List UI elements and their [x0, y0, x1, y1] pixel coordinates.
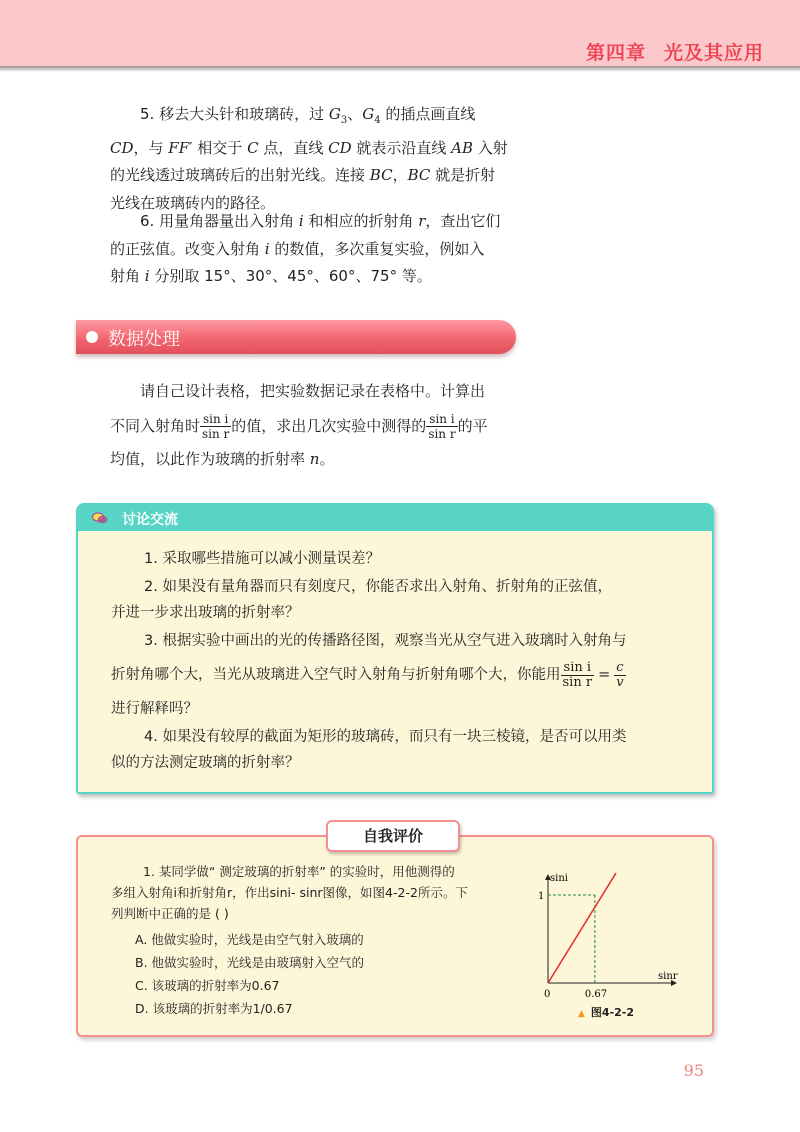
- chapter-title: [586, 38, 764, 65]
- sin-ratio-fraction: $\frac{\text{sin i}}{\text{sin r}}$: [202, 411, 230, 441]
- y-tick-label: 1: [538, 891, 545, 902]
- y-axis-label: sini: [550, 873, 568, 884]
- section-heading: [76, 320, 516, 354]
- sin-graph: [526, 865, 696, 1007]
- discussion-box: [76, 503, 714, 794]
- discussion-q3-cont: 折射角哪个大，当光从玻璃进入空气时入射角与折射角哪个大，你能用 $\frac{\text{sin i}}{\text{sin r}}$ = $\frac{c}{v}$: [111, 659, 624, 690]
- step-6: 6. 用量角器量出入射角 i 和相应的折射角 r，查出它们 的正弦值。改变入射角 i 的数值，多次重复实验，例如入 射角 i 分别取 15°、30°、45°、60°、75° 等。: [110, 212, 501, 285]
- discussion-q3-end: 进行解释吗？: [111, 701, 198, 717]
- option-d: D. 该玻璃的折射率为1/0.67: [135, 1001, 293, 1016]
- triangle-icon: ▲: [578, 1009, 585, 1019]
- x-tick-label: 0.67: [584, 989, 608, 1000]
- discussion-q4: 4. 如果没有较厚的截面为矩形的玻璃砖，而只有一块三棱镜，是否可以用类: [144, 729, 627, 745]
- discussion-q4-cont: 似的方法测定玻璃的折射率？: [111, 755, 300, 771]
- page-number: 95: [683, 1061, 704, 1080]
- discussion-q3: 3. 根据实验中画出的光的传播路径图，观察当光从空气进入玻璃时入射角与: [144, 633, 627, 649]
- self-evaluation-tab: 自我评价: [326, 820, 460, 852]
- figure-caption: ▲ 图4-2-2: [578, 1006, 635, 1019]
- discussion-header: [78, 505, 712, 531]
- discussion-q2: 2. 如果没有量角器而只有刻度尺，你能否求出入射角、折射角的正弦值，: [144, 579, 612, 595]
- discussion-icon: [92, 511, 108, 525]
- option-b: B. 他做实验时，光线是由玻璃射入空气的: [135, 955, 365, 970]
- discussion-q2-cont: 并进一步求出玻璃的折射率？: [111, 605, 300, 621]
- chapter-name: 光及其应用: [663, 42, 764, 64]
- origin-label: 0: [544, 989, 551, 1000]
- eval-question-line1: 1. 某同学做“ 测定玻璃的折射率” 的实验时，用他测得的: [143, 864, 455, 879]
- bullet-icon: [86, 331, 98, 343]
- discussion-title: 讨论交流: [122, 512, 178, 528]
- sin-ratio-fraction: $\frac{\text{sin i}}{\text{sin r}}$: [428, 411, 456, 441]
- discussion-q1: 1. 采取哪些措施可以减小测量误差？: [144, 551, 380, 567]
- step-5: 5. 移去大头针和玻璃砖，过 $G_3$、$G_4$ 的插点画直线 CD，与 FF′ 相交于 C 点，直线 CD 就表示沿直线 AB 入射 的光线透过玻璃砖后的出射光线。连接 BC，BC 就是折射 光线在玻璃砖内的路径。: [110, 105, 508, 212]
- chapter-number: 第四章: [585, 42, 646, 64]
- x-axis-label: sinr: [658, 971, 678, 982]
- option-a: A. 他做实验时，光线是由空气射入玻璃的: [135, 932, 364, 947]
- chapter-header: [0, 0, 800, 66]
- option-c: C. 该玻璃的折射率为0.67: [135, 978, 280, 993]
- eval-question-line3: 列判断中正确的是 ( ): [111, 906, 229, 921]
- c-over-v-fraction: $\frac{c}{v}$: [616, 659, 624, 690]
- data-line: [548, 873, 616, 983]
- sin-ratio-fraction: $\frac{\text{sin i}}{\text{sin r}}$: [562, 659, 593, 690]
- section-title: 数据处理: [108, 329, 180, 350]
- eval-question-line2: 多组入射角i和折射角r，作出sini- sinr图像，如图4-2-2所示。下: [111, 885, 468, 900]
- header-shadow: [0, 66, 800, 72]
- data-processing-text: 请自己设计表格，把实验数据记录在表格中。计算出 不同入射角时 $\frac{\text{sin i}}{\text{sin r}}$ 的值，求出几次实验中测得的 $\frac{\text{sin i}}{\text{sin r}}$ 的平 均值，以此作为玻璃的折射率 n。: [110, 382, 488, 468]
